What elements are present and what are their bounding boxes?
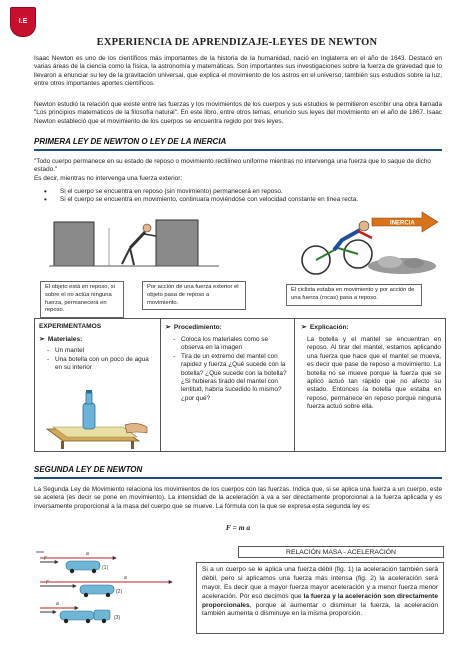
- force-acceleration-figure: [34, 546, 194, 628]
- explanation-label-row: [301, 323, 441, 333]
- second-law-paragraph: La Segunda Ley de Movimiento relaciona los movimientos de los cuerpos con las fuerzas. Indica que, si se aplica una fuerza a un cuerpo, este se acelera (es decir se pone en movimiento). La intensidad de la aceleración a va a ser directamente proporcional a la fuerza aplicada y es inversamente proporcional a la masa del cuerpo que se mueve. La fórmula con la que se expresa esta segunda ley es:: [34, 486, 442, 510]
- person-head: [143, 224, 151, 232]
- bottle-tablecloth-illustration: [43, 385, 153, 449]
- experiment-explanation-col: [295, 319, 447, 451]
- procedure-item: - Coloca los materiales como se observa en la imagen: [173, 336, 290, 353]
- car-2: [80, 585, 114, 594]
- hand-pulling: [125, 423, 147, 433]
- fig-num: (1): [102, 565, 109, 571]
- experiment-table: [34, 318, 446, 452]
- page-title: EXPERIENCIA DE APRENDIZAJE-LEYES DE NEWTON: [96, 37, 378, 48]
- materials-list: [39, 347, 156, 372]
- bottle: [83, 403, 95, 429]
- formula: F = m a: [225, 523, 251, 532]
- procedure-item: - Tira de un extremo del mantel con rapidez y fuerza ¿Qué sucede con la botella? ¿Qué sucede con la botella? ¿Si hubieras tirado del mantel con lentitud, habría sucedido lo mismo? ¿por qué?: [173, 353, 290, 404]
- accel-label: a: [86, 551, 89, 557]
- figure-row-3: [40, 601, 120, 623]
- logo-text: I.E: [18, 18, 28, 26]
- arrow-icon: ➢: [39, 335, 45, 343]
- material-item: - Una botella con un poco de agua en su interior: [47, 356, 156, 373]
- box-at-rest: [54, 222, 94, 266]
- materials-label-row: [39, 335, 156, 345]
- material-item: - Un mantel: [47, 347, 156, 355]
- intro-paragraph-2: Newton estudió la relación que existe entre las fuerzas y los movimientos de los cuerpos y sus estudios le permitieron escribir una obra llamada "Los principios matemáticos de la filosofía natural". En este libro, entre otros temas, enuncio sus leyes del movimiento en el año de 1867. Isaac Newton estableció que el movimiento de los cuerpos se encuentra regido por tres leyes.: [34, 101, 442, 125]
- rocks: [368, 258, 436, 274]
- fig-num: (3): [114, 615, 121, 621]
- cyclist-head: [359, 221, 369, 231]
- arrow-icon: ➢: [165, 324, 171, 331]
- intro-paragraph-1: Isaac Newton es uno de los científicos más importantes de la historia de la humanidad, nació en Inglaterra en el año de 1643. Destacó en varias áreas de la ciencia como la física, la astronomía y matemáticas. Son importantes sus investigaciones sobre la fuerza de gravedad que lo llevaron a enunciar su ley de la gravitación universal, que explica el movimiento de los astros en el universo, también sus estudios sobre la luz, entre otros importantes aportes científicos.: [34, 55, 442, 88]
- second-law-heading: SEGUNDA LEY DE NEWTON: [34, 465, 442, 479]
- materials-label: Materiales:: [47, 335, 83, 343]
- explanation-label: Explicación:: [309, 324, 349, 331]
- first-law-quote: "Todo cuerpo permanece en su estado de reposo o movimiento rectilíneo uniforme mientras no intervenga una fuerza que lo saque de dicho estado.": [34, 158, 431, 174]
- inercia-label: INERCIA: [390, 220, 415, 227]
- figure-row-2: [40, 575, 172, 597]
- procedure-label-row: [165, 323, 290, 333]
- first-law-heading: PRIMERA LEY DE NEWTON O LEY DE LA INERCIA: [34, 137, 442, 151]
- caption-box-pushed: Por acción de una fuerza exterior el objeto pasa de reposo a movimiento.: [142, 281, 246, 310]
- bullet-item: • Si el cuerpo se encuentra en movimiento, continuara moviéndose con velocidad constante en línea recta.: [44, 196, 444, 204]
- first-law-followup: Es decir, mientras no intervenga una fuerza exterior:: [34, 174, 183, 182]
- procedure-list: [165, 336, 290, 404]
- tablecloth: [53, 427, 137, 437]
- arrow-icon: ➢: [301, 324, 307, 331]
- caption-box-at-rest: El objeto está en reposo, si sobre el no actúa ninguna fuerza, permanecerá en reposo.: [40, 281, 124, 318]
- box-text-2: , porque al aumentar o disminuir la fuerza, la aceleración también aumenta o disminuye en la misma proporción.: [202, 601, 438, 618]
- bullet-item: • Si el cuerpo se encuentra en reposo (sin movimiento) permanecerá en reposo.: [44, 188, 444, 196]
- force-label: F: [44, 556, 48, 562]
- force-label: F: [46, 580, 50, 586]
- school-logo: [10, 7, 36, 37]
- push-box-illustration: [44, 208, 224, 280]
- box-text-1: Si a un cuerpo se le aplica una fuerza débil (fig. 1) la aceleración también será débil, pero si aplicamos una fuerza más intensa (fig. 2) la aceleración será mayor. Es decir que a mayor fuerza mayor aceleración y a menor fuerza menor aceleración. Por eso decimos que: [202, 566, 438, 600]
- accel-label: a: [124, 575, 127, 581]
- cyclist-illustration: [272, 204, 450, 280]
- second-law-explanation-box: [196, 562, 444, 634]
- box-pushed: [156, 220, 198, 266]
- first-law-bullets: [44, 188, 444, 205]
- accel-label: a: [56, 601, 59, 607]
- figure-row-1: [36, 551, 116, 573]
- explanation-text: La botella y el mantel se encuentran en reposo. Al tirar del mantel, estamos aplicando una fuerza que hace que el mantel se mueva, es decir que pase de reposo a movimiento. La botella no se mueve porque la fuerza que se aplicó actuó tan rápido que no afecto su estado. Entonces la botella que estaba en reposo, permanece en reposo porque ninguna fuerza actuó sobre ella.: [307, 335, 441, 411]
- experiment-procedure-col: [161, 319, 295, 451]
- car-3: [60, 611, 94, 620]
- first-law-quote-block: [34, 158, 442, 183]
- caption-cyclist: El ciclista estaba en movimiento y por acción de una fuerza (rocas) pasa a reposo.: [286, 284, 422, 306]
- fig-num: (2): [116, 589, 123, 595]
- car-1: [66, 561, 100, 570]
- relation-title: RELACIÓN MASA - ACELERACIÓN: [238, 546, 444, 558]
- procedure-label: Procedimiento:: [173, 324, 222, 331]
- car-3-trailer: [94, 610, 110, 620]
- experiment-title: EXPERIMENTAMOS: [39, 323, 102, 330]
- box-text-bold: la fuerza y la aceleración son directamente proporcionales: [202, 592, 438, 609]
